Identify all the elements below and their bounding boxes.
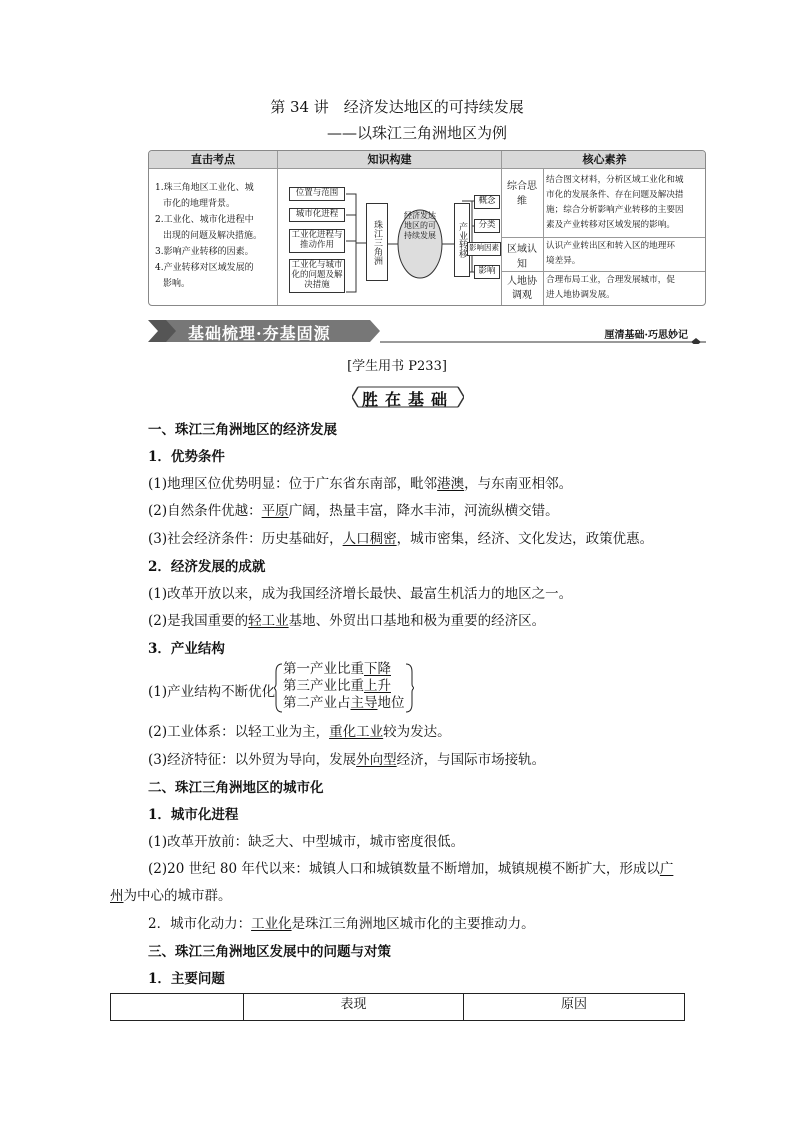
literacy-line: 市化的发展条件、存在问题及解决措	[546, 190, 684, 200]
page-title: 第 34 讲 经济发达地区的可持续发展	[270, 98, 524, 116]
banner-right-label: 厘清基础·巧思妙记	[604, 330, 688, 341]
exam-point-line: 4.产业转移对区域发展的	[155, 263, 254, 273]
heading-industry-structure: 3．产业结构	[148, 641, 225, 657]
col-header-knowledge: 知识构建	[278, 151, 501, 168]
box-problems: 工业化与城市化的问题及解决措施	[289, 259, 345, 293]
heading-advantages: 1．优势条件	[148, 449, 225, 465]
section-2-heading: 二、珠江三角洲地区的城市化	[148, 780, 324, 796]
problems-table	[110, 993, 685, 1021]
para-since-1980s-cont: 州为中心的城市群。	[110, 888, 232, 904]
box-pearl-river-delta: 珠江三角洲	[366, 203, 388, 281]
heading-urbanization-process: 1．城市化进程	[148, 807, 239, 823]
subheading-text: 胜在基础	[361, 390, 454, 409]
literacy-line: 合理布局工业，合理发展城市，促	[546, 275, 675, 285]
heading-main-problems: 1．主要问题	[148, 971, 225, 987]
para-since-1980s: (2)20 世纪 80 年代以来：城镇人口和城镇数量不断增加，城镇规模不断扩大，形成以广	[148, 861, 674, 877]
para-achievement-1: (1)改革开放以来，成为我国经济增长最快、最富生机活力的地区之一。	[148, 586, 573, 602]
table-header-cause: 原因	[560, 997, 587, 1012]
box-classification: 分类	[474, 219, 500, 233]
exam-point-line: 出现的问题及解决措施。	[163, 231, 263, 241]
literacy-desc	[546, 273, 706, 303]
section-3-heading: 三、珠江三角洲地区发展中的问题与对策	[148, 944, 391, 960]
exam-points-list	[155, 180, 275, 292]
para-structure-optimize: (1)产业结构不断优化	[148, 684, 276, 700]
overview-table	[148, 150, 706, 306]
literacy-name: 综合思维	[507, 181, 537, 207]
literacy-line: 施；综合分析影响产业转移的主要因	[546, 205, 684, 215]
exam-point-line: 2.工业化、城市化进程中	[155, 215, 254, 225]
para-achievement-2: (2)是我国重要的轻工业基地、外贸出口基地和极为重要的经济区。	[148, 613, 546, 629]
exam-point-line: 3.影响产业转移的因素。	[155, 247, 254, 257]
table-header-manifestation: 表现	[340, 997, 367, 1012]
banner-label: 基础梳理·夯基固源	[188, 324, 331, 343]
center-node: 经济发达地区的可持续发展	[404, 211, 436, 240]
table-header-blank	[111, 994, 243, 1020]
para-industrial-system: (2)工业体系：以轻工业为主，重化工业较为发达。	[148, 724, 451, 740]
exam-point-line: 市化的地理背景。	[163, 199, 236, 209]
exam-point-line: 1.珠三角地区工业化、城	[155, 183, 254, 193]
literacy-line: 结合图文材料，分析区域工业化和城	[546, 175, 684, 185]
literacy-line: 进人地协调发展。	[546, 290, 615, 300]
structure-item: 第三产业比重上升	[283, 678, 391, 694]
literacy-desc	[546, 239, 706, 269]
para-natural: (2)自然条件优越：平原广阔，热量丰富，降水丰沛，河流纵横交错。	[148, 503, 559, 519]
literacy-line: 认识产业转出区和转入区的地理环	[546, 241, 675, 251]
student-book-ref: [学生用书 P233]	[347, 359, 447, 374]
box-factors: 影响因素	[467, 242, 501, 256]
para-economic-feature: (3)经济特征：以外贸为导向，发展外向型经济，与国际市场接轨。	[148, 752, 546, 768]
structure-items	[283, 661, 405, 712]
col-header-literacy: 核心素养	[502, 151, 706, 168]
literacy-name: 区域认知	[507, 244, 537, 270]
col-header-exam-points: 直击考点	[149, 151, 277, 168]
section-1-heading: 一、珠江三角洲地区的经济发展	[148, 422, 337, 438]
literacy-desc	[546, 173, 706, 233]
para-location: (1)地理区位优势明显：位于广东省东南部，毗邻港澳，与东南亚相邻。	[148, 476, 573, 492]
literacy-name: 人地协调观	[507, 276, 537, 301]
box-concept: 概念	[474, 195, 500, 209]
exam-point-line: 影响。	[163, 279, 191, 289]
literacy-line: 素及产业转移对区域发展的影响。	[546, 220, 675, 230]
structure-item: 第二产业占主导地位	[283, 695, 405, 711]
subheading-badge	[352, 385, 464, 409]
box-location: 位置与范围	[289, 187, 345, 201]
structure-item: 第一产业比重下降	[283, 661, 391, 677]
box-impact: 影响	[474, 265, 500, 279]
box-industry-transfer: 产业转移	[454, 203, 470, 277]
para-urbanization-driver: 2．城市化动力：工业化是珠江三角洲地区城市化的主要推动力。	[148, 916, 535, 932]
para-social: (3)社会经济条件：历史基础好，人口稠密，城市密集，经济、文化发达，政策优惠。	[148, 531, 654, 547]
page-subtitle: ——以珠江三角洲地区为例	[326, 124, 507, 142]
literacy-line: 境差异。	[546, 256, 581, 266]
box-urbanization: 城市化进程	[289, 208, 345, 222]
section-banner	[148, 318, 706, 344]
heading-achievements: 2．经济发展的成就	[148, 559, 266, 575]
box-industrialization: 工业化进程与推动作用	[289, 229, 345, 253]
para-before-reform: (1)改革开放前：缺乏大、中型城市，城市密度很低。	[148, 834, 465, 850]
